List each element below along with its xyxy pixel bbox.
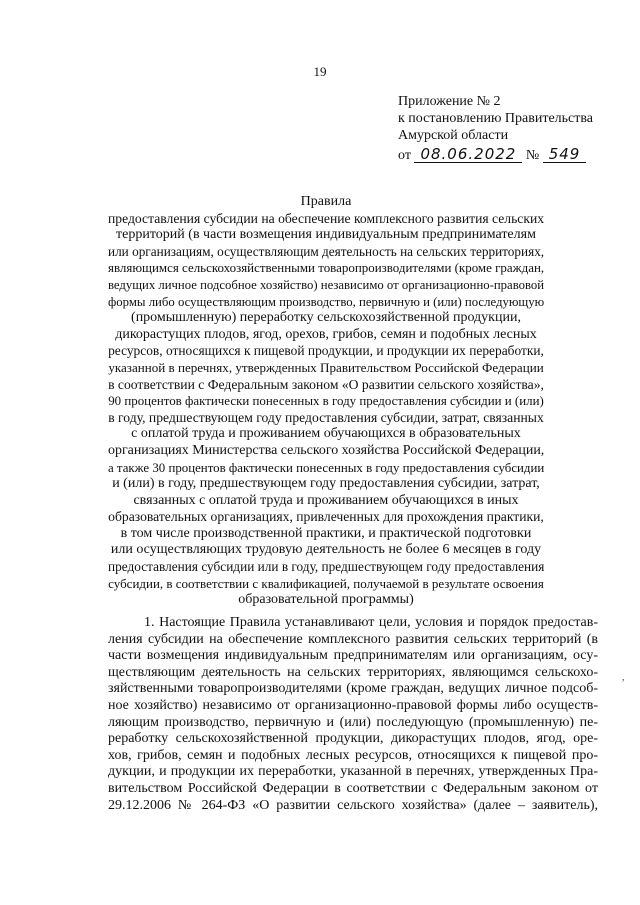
title-line: предоставления субсидии на обеспечение комплексного развития сельских: [108, 210, 545, 226]
title-line: ресурсов, относящихся к пищевой продукции, и продукции их переработки,: [108, 343, 544, 359]
paragraph-line: 1. Настоящие Правила устанавливают цели, условия и порядок предостав-: [144, 615, 598, 630]
title-line: (промышленную) переработку сельскохозяйственной продукции,: [131, 310, 521, 326]
margin-mark: ,: [622, 672, 625, 683]
title-line: являющимся сельскохозяйственными товаропроизводителями (кроме граждан,: [108, 260, 545, 276]
appendix-decree: к постановлению Правительства: [398, 111, 594, 126]
title-line: или организациям, осуществляющим деятельность на сельских территориях,: [108, 243, 545, 259]
paragraph-line: хов, грибов, семян и подобных лесных ресурсов, относящихся к пищевой про-: [108, 747, 598, 763]
title-line: и (или) в году, предшествующем году предоставления субсидии, затрат,: [112, 476, 540, 492]
paragraph-line: ления субсидии на обеспечение комплексного развития сельских территорий (в: [108, 631, 598, 647]
paragraph-line: ное хозяйство) независимо от организационно-правовой формы либо осуществ-: [108, 697, 598, 713]
paragraph-line: ляющим производство, первичную и (или) последующую (промышленную) пе-: [108, 714, 598, 730]
appendix-block: [398, 93, 593, 164]
title-line: 90 процентов фактически понесенных в году предоставления субсидии и (или): [108, 393, 544, 409]
title-line: связанных с оплатой труда и проживанием обучающихся в иных: [133, 492, 519, 508]
title-line: в том числе производственной практики, и практической подготовки: [120, 525, 532, 541]
title-line: или осуществляющих трудовую деятельность не более 6 месяцев в году: [110, 542, 542, 558]
title-line: в году, предшествующем году предоставления субсидии, затрат, связанных: [108, 409, 544, 425]
decree-date: 08.06.2022: [414, 147, 522, 163]
appendix-title: Приложение № 2: [398, 94, 501, 109]
paragraph-line: 29.12.2006 № 264-ФЗ «О развитии сельского хозяйства» (далее – заявитель),: [108, 797, 598, 813]
title-line: территорий (в части возмещения индивидуальным предпринимателям: [116, 227, 536, 243]
paragraph-line: зяйственными товаропроизводителями (кроме граждан, ведущих личное подсоб-: [108, 681, 598, 697]
date-prefix: от: [398, 148, 411, 163]
title-line: дикорастущих плодов, ягод, орехов, грибов, семян и подобных лесных: [115, 326, 537, 342]
title-line: ведущих личное подсобное хозяйство) независимо от организационно-правовой: [108, 277, 545, 292]
decree-number: 549: [543, 147, 587, 163]
title-line: в соответствии с Федеральным законом «О развитии сельского хозяйства»,: [108, 376, 544, 392]
title-line: организациях Министерства сельского хозяйства Российской Федерации,: [108, 442, 545, 458]
title-line: формы либо осуществляющим производство, первичную и (или) последующую: [108, 294, 545, 309]
title-line: образовательной программы): [238, 592, 414, 608]
document-title: [108, 194, 544, 609]
appendix-date-line: [398, 147, 593, 164]
title-line: субсидии, в соответствии с квалификацией, получаемой в результате освоения: [108, 575, 544, 591]
paragraph-line: дукции, и продукции их переработки, указанной в перечнях, утвержденных Пра-: [108, 764, 598, 780]
paragraph-line: реработку сельскохозяйственной продукции, дикорастущих плодов, ягод, оре-: [108, 731, 598, 747]
paragraph-1: [108, 615, 598, 814]
title-line: образовательных организациях, привлеченных для прохождения практики,: [108, 509, 544, 525]
paragraph-line: вительством Российской Федерации в соответствии с Федеральным законом от: [108, 780, 598, 796]
number-sign: №: [525, 148, 540, 163]
title-line: указанной в перечнях, утвержденных Правительством Российской Федерации: [108, 359, 544, 375]
title-line: предоставления субсидии или в году, предшествующем году предоставления: [108, 559, 545, 575]
page-number: 19: [313, 64, 327, 79]
paragraph-line: части возмещения индивидуальным предпринимателям или организациям, осу-: [108, 648, 598, 664]
title-line: с оплатой труда и проживанием обучающихся в образовательных: [131, 426, 521, 442]
title-line: а также 30 процентов фактически понесенных в году предоставления субсидии: [108, 460, 545, 475]
paragraph-line: ществляющим деятельность на сельских территориях, являющимся сельскохо-: [108, 664, 598, 680]
appendix-region: Амурской области: [398, 128, 509, 143]
title-line: Правила: [300, 194, 352, 209]
